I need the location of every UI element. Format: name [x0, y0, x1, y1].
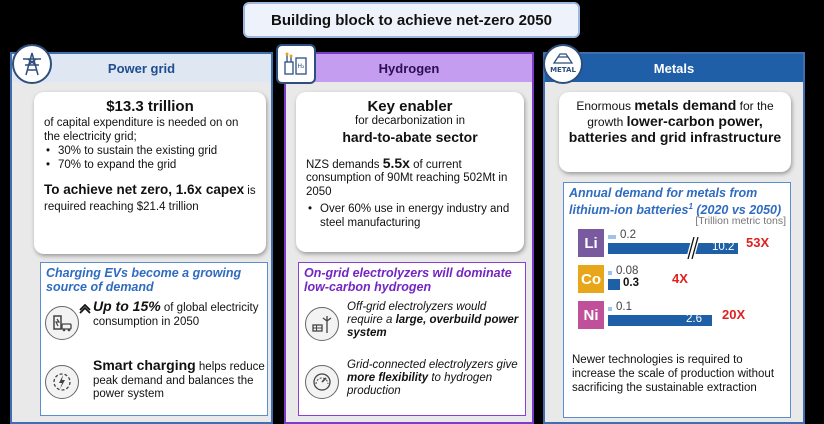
nzs-demand — [306, 154, 514, 200]
ev-box-title: Charging EVs become a growing source of demand — [46, 266, 242, 294]
metals-chart-unit: [Trillion metric tons] — [695, 215, 786, 227]
nzs-bold: 5.5x — [382, 154, 410, 171]
capex-bullets — [44, 145, 256, 172]
multiplier-co: 4X — [672, 271, 688, 286]
metals-bold1: metals demand — [634, 97, 737, 113]
multiplier-ni: 20X — [722, 307, 746, 322]
metals-chart-box — [563, 182, 791, 418]
label-2050-ni: 2.6 — [686, 313, 702, 325]
multiplier-li: 53X — [746, 235, 770, 250]
svg-text:H₂: H₂ — [297, 63, 305, 70]
netzero-rest: is required reaching $21.4 trillion — [44, 185, 256, 213]
nzs-post: of current consumption of 90Mt reaching 502Mt in 2050 — [306, 158, 508, 198]
label-2050-co: 0.3 — [623, 277, 639, 289]
electrolyzer-item-2 — [347, 359, 523, 398]
metals-chart-title-suffix: (2020 vs 2050) — [692, 203, 782, 218]
ev-item-2 — [93, 359, 265, 402]
electrolyzer-item-2-post: to hydrogen production — [347, 372, 493, 397]
metal-badge-label: METAL — [550, 66, 576, 74]
hydrogen-bullets — [306, 203, 514, 230]
key-enabler: Key enabler — [367, 98, 453, 115]
ev-item-1-bold: Up to 15% — [93, 298, 161, 314]
bar-2020-co — [608, 271, 612, 275]
bar-2050-co — [608, 279, 620, 290]
netzero-text — [44, 182, 256, 214]
ev-item-2-rest: helps reduce peak demand and balances the power system — [93, 361, 265, 400]
bullet-energy-industry: • Over 60% use in energy industry and steel manufacturing — [306, 203, 514, 230]
metals-mid: for the growth — [587, 99, 774, 129]
label-2020-ni: 0.1 — [616, 301, 632, 313]
electrolyzer-item-1 — [347, 301, 523, 340]
label-2050-li: 10.2 — [712, 241, 735, 253]
page-title: Building block to achieve net-zero 2050 — [243, 2, 580, 38]
bullet-expand: • 70% to expand the grid — [44, 159, 256, 173]
hydrogen-plant-icon — [276, 44, 316, 84]
capex-amount: $13.3 trillion — [106, 98, 194, 115]
label-2020-li: 0.2 — [620, 229, 636, 241]
nzs-pre: NZS demands — [306, 158, 383, 171]
metals-header: Metals — [545, 54, 803, 82]
smart-charging-icon — [45, 365, 79, 399]
bar-2020-li — [608, 235, 616, 239]
label-2020-co: 0.08 — [616, 265, 639, 277]
power-grid-column — [10, 52, 273, 424]
ev-charger-icon — [45, 306, 79, 340]
metal-icon — [543, 44, 583, 84]
ev-item-2-bold: Smart charging — [93, 357, 196, 373]
metals-bar-chart — [564, 229, 792, 333]
growth-arrow-icon — [79, 301, 91, 319]
bar-2020-ni — [608, 307, 612, 311]
metals-pre: Enormous — [576, 99, 635, 113]
netzero-bold: To achieve net zero, 1.6x capex — [44, 182, 245, 197]
electrolyzer-box — [298, 262, 526, 416]
electrolyzer-item-2-pre: Grid-connected electrolyzers give — [347, 359, 518, 371]
hydrogen-card — [296, 92, 524, 252]
electrolyzer-box-title: On-grid electrolyzers will dominate low-carbon hydrogen — [304, 266, 512, 294]
electrolyzer-item-1-bold: large, overbuild power system — [347, 314, 519, 339]
bullet-sustain: • 30% to sustain the existing grid — [44, 145, 256, 159]
ev-item-1-rest: of global electricity consumption in 2050 — [93, 302, 259, 328]
metals-footer: Newer technologies is required to increase the scale of production without sacrificing the sustainable extraction — [572, 354, 775, 394]
metals-bold2: lower-carbon power, batteries and grid infrastructure — [568, 113, 782, 145]
power-tower-icon — [12, 44, 52, 84]
metals-chart-title-text: Annual demand for metals from lithium-ion batteries — [569, 186, 758, 218]
gauge-icon — [305, 365, 339, 399]
electrolyzer-item-2-bold: more flexibility — [347, 372, 429, 384]
electrolyzer-item-1-pre: Off-grid electrolyzers would require a — [347, 301, 487, 326]
element-li: Li — [578, 229, 604, 257]
power-capex-card — [34, 92, 266, 254]
element-co: Co — [578, 265, 604, 293]
solar-wind-icon — [305, 307, 339, 341]
metals-column — [543, 52, 805, 424]
metals-chart-title-sup: 1 — [688, 202, 693, 211]
capex-desc: of capital expenditure is needed on on the electricity grid; — [44, 117, 239, 143]
ev-box — [40, 262, 268, 416]
element-ni: Ni — [578, 301, 604, 329]
power-grid-header: Power grid — [12, 54, 271, 82]
metals-card — [559, 92, 791, 172]
hard-to-abate: hard-to-abate sector — [342, 128, 478, 145]
metals-chart-title — [569, 186, 789, 217]
hydrogen-column — [284, 52, 534, 424]
hydrogen-header: Hydrogen — [286, 54, 532, 82]
ev-item-1 — [93, 300, 265, 329]
axis-break-mark — [686, 237, 700, 264]
key-enabler-sub: for decarbonization in — [355, 115, 465, 127]
